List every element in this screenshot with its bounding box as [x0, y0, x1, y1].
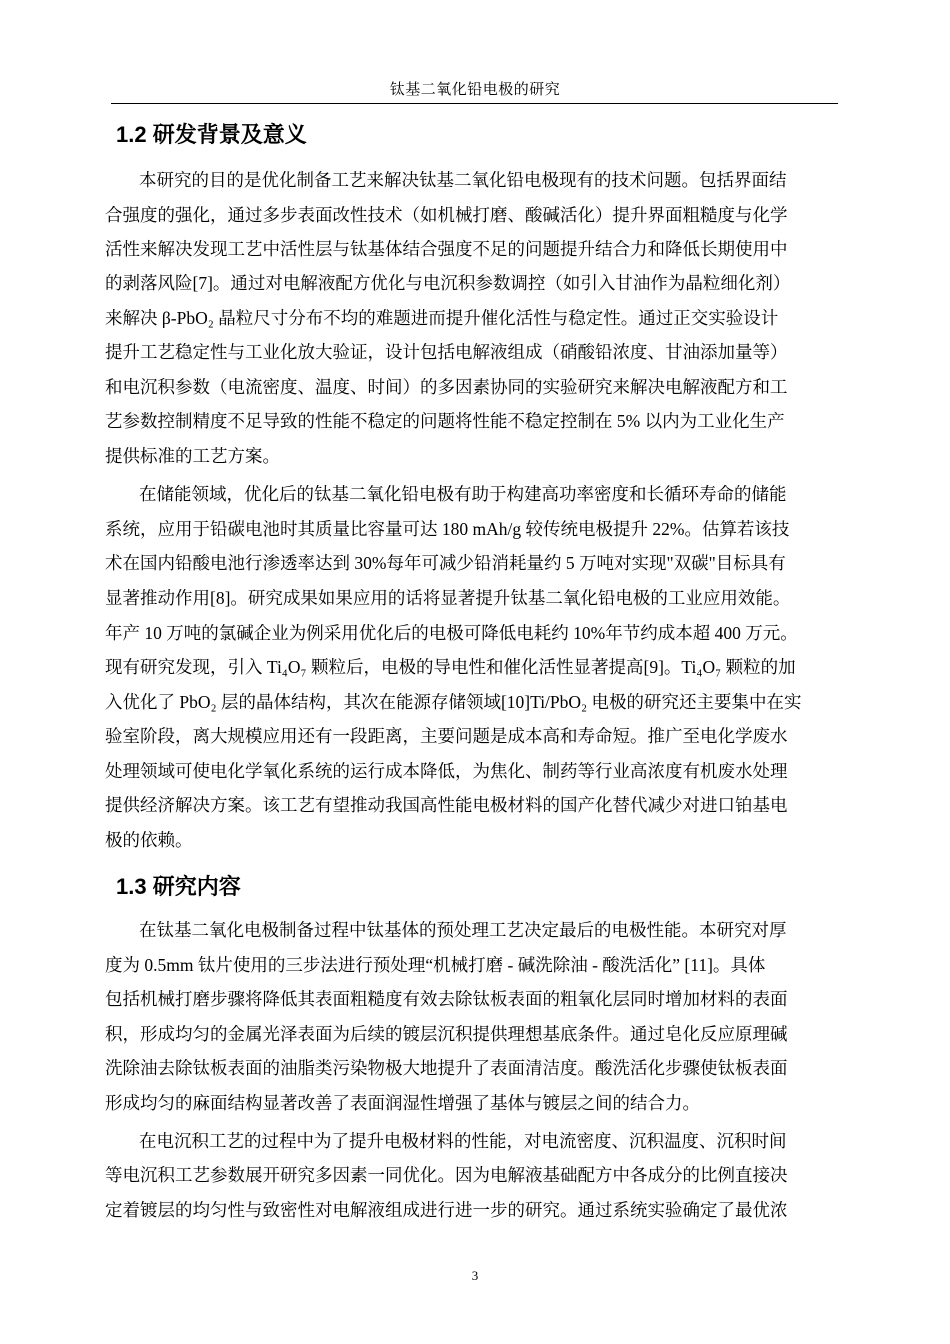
- paragraph-line: 提供标准的工艺方案。: [105, 446, 280, 466]
- header-divider: [111, 103, 838, 104]
- paragraph-line: 活性来解决发现工艺中活性层与钛基体结合强度不足的问题提升结合力和降低长期使用中: [105, 239, 788, 259]
- paragraph-line: 极的依赖。: [105, 830, 193, 850]
- paragraph-line: 年产 10 万吨的氯碱企业为例采用优化后的电极可降低电耗约 10%年节约成本超 400 万元。: [105, 623, 798, 643]
- paragraph-line: 度为 0.5mm 钛片使用的三步法进行预处理“机械打磨 - 碱洗除油 - 酸洗活化” [11]。具体: [105, 955, 766, 975]
- paragraph-line: 显著推动作用[8]。研究成果如果应用的话将显著提升钛基二氧化铅电极的工业应用效能。: [105, 588, 791, 608]
- paragraph-line: 现有研究发现，引入 Ti₄O₇ 颗粒后，电极的导电性和催化活性显著提高[9]。Ti₄O₇ 颗粒的加: [105, 657, 796, 677]
- paragraph-line: 来解决 β-PbO₂ 晶粒尺寸分布不均的难题进而提升催化活性与稳定性。通过正交实验设计: [105, 308, 779, 328]
- paragraph-line: 入优化了 PbO₂ 层的晶体结构，其次在能源存储领域[10]Ti/PbO₂ 电极的研究还主要集中在实: [105, 692, 802, 712]
- paragraph-line: 术在国内铅酸电池行渗透率达到 30%每年可减少铅消耗量约 5 万吨对实现"双碳"目标具有: [105, 553, 786, 573]
- paragraph-line: 处理领域可使电化学氧化系统的运行成本降低，为焦化、制药等行业高浓度有机废水处理: [105, 761, 788, 781]
- paragraph-line: 积，形成均匀的金属光泽表面为后续的镀层沉积提供理想基底条件。通过皂化反应原理碱: [105, 1024, 788, 1044]
- paragraph-line: 验室阶段，离大规模应用还有一段距离，主要问题是成本高和寿命短。推广至电化学废水: [105, 726, 788, 746]
- paragraph-line: 洗除油去除钛板表面的油脂类污染物极大地提升了表面清洁度。酸洗活化步骤使钛板表面: [105, 1058, 788, 1078]
- paragraph-line: 合强度的强化，通过多步表面改性技术（如机械打磨、酸碱活化）提升界面粗糙度与化学: [105, 205, 788, 225]
- paragraph-line: 艺参数控制精度不足导致的性能不稳定的问题将性能不稳定控制在 5% 以内为工业化生产: [105, 411, 785, 431]
- paragraph-line: 形成均匀的麻面结构显著改善了表面润湿性增强了基体与镀层之间的结合力。: [105, 1093, 700, 1113]
- running-header-title: 钛基二氧化铅电极的研究: [389, 82, 561, 98]
- paragraph-line: 定着镀层的均匀性与致密性对电解液组成进行进一步的研究。通过系统实验确定了最优浓: [105, 1200, 788, 1220]
- paragraph-line: 提供经济解决方案。该工艺有望推动我国高性能电极材料的国产化替代减少对进口铂基电: [105, 795, 788, 815]
- paragraph-line: 在钛基二氧化电极制备过程中钛基体的预处理工艺决定最后的电极性能。本研究对厚: [139, 920, 787, 940]
- paragraph-line: 在储能领域，优化后的钛基二氧化铅电极有助于构建高功率密度和长循环寿命的储能: [139, 484, 787, 504]
- paragraph-line: 在电沉积工艺的过程中为了提升电极材料的性能，对电流密度、沉积温度、沉积时间: [139, 1131, 787, 1151]
- section-heading-1-3: 1.3 研究内容: [116, 874, 241, 899]
- paragraph-line: 提升工艺稳定性与工业化放大验证，设计包括电解液组成（硝酸铅浓度、甘油添加量等）: [105, 342, 788, 362]
- section-heading-1-2: 1.2 研发背景及意义: [116, 122, 307, 147]
- paragraph-line: 包括机械打磨步骤将降低其表面粗糙度有效去除钛板表面的粗氧化层同时增加材料的表面: [105, 989, 788, 1009]
- page-number: 3: [471, 1268, 479, 1283]
- paragraph-line: 系统，应用于铅碳电池时其质量比容量可达 180 mAh/g 较传统电极提升 22%。估算若该技: [105, 519, 790, 539]
- paragraph-line: 的剥落风险[7]。通过对电解液配方优化与电沉积参数调控（如引入甘油作为晶粒细化剂）: [105, 273, 791, 293]
- paragraph-line: 本研究的目的是优化制备工艺来解决钛基二氧化铅电极现有的技术问题。包括界面结: [139, 170, 787, 190]
- paragraph-line: 等电沉积工艺参数展开研究多因素一同优化。因为电解液基础配方中各成分的比例直接决: [105, 1165, 788, 1185]
- paragraph-line: 和电沉积参数（电流密度、温度、时间）的多因素协同的实验研究来解决电解液配方和工: [105, 377, 788, 397]
